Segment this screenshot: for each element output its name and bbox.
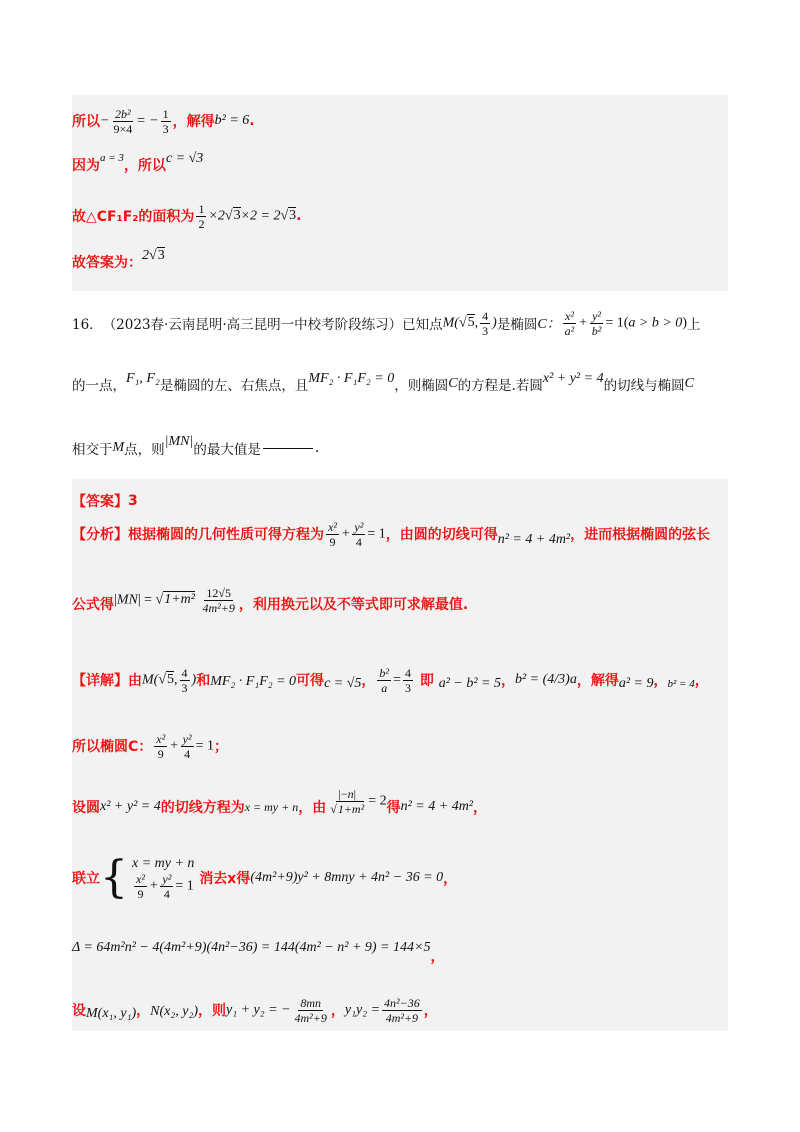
top-line-3: 故△CF₁F₂的面积为 $\frac{1}{2}$ ×2√3×2 = 2√3 . bbox=[72, 201, 302, 231]
answer-blank bbox=[263, 448, 313, 449]
question-line-2: 的一点， F₁, F₂ 是椭圆的左、右焦点，且 MF₂ · F₁F₂ = 0 ，则椭圆 C 的方程是.若圆 x² + y² = 4 的切线与椭圆 C bbox=[72, 371, 694, 394]
detail-line-4: 联立 { x = my + n $\frac{\text{x²}}{9}$ + $\frac{\text{y²}}{4}$ = 1 消去x得 (4m²+9)y² + 8mny + 4n² − 36 = 0 ， bbox=[72, 852, 458, 903]
math-chord-length: |MN| = √1+m² $\frac{12√5}{\text{4m²+9}}$ bbox=[114, 585, 235, 615]
math-result: b² = 6 bbox=[214, 113, 250, 128]
math-point-m: M(√5, $\frac{4}{3}$ ) bbox=[442, 308, 497, 338]
top-line-1: 所以 − $\frac{\text{2b²}}{9\times 4}$ = − $\frac{1}{3}$ ，解得 b² = 6 . bbox=[72, 106, 255, 136]
system-brace: { bbox=[100, 852, 128, 903]
math-discriminant: Δ = 64m²n² − 4(4m²+9)(4n²−36) = 144(4m² − n² + 9) = 144×5 bbox=[72, 940, 431, 955]
detail-line-2: 所以椭圆C： $\frac{\text{x²}}{9}$ + $\frac{\text{y²}}{4}$ = 1 ； bbox=[72, 731, 229, 761]
math-answer: 2√3 bbox=[142, 248, 165, 263]
analysis-line-2: 公式得 |MN| = √1+m² $\frac{12√5}{\text{4m²+9}}$ ，利用换元以及不等式即可求解最值. bbox=[72, 585, 469, 615]
answer-value: 3 bbox=[128, 493, 138, 509]
math-ellipse-c: $\frac{\text{x²}}{9}$ + $\frac{\text{y²}}{4}$ = 1 bbox=[156, 731, 215, 761]
math-a: a = 3 bbox=[100, 152, 124, 164]
detail-line-5: Δ = 64m²n² − 4(4m²+9)(4n²−36) = 144(4m² − n² + 9) = 144×5 ， bbox=[72, 940, 445, 965]
math-product: y₁y₂ = $\frac{\text{4n²−36}}{\text{4m²+9}}$ bbox=[344, 995, 420, 1025]
math-foci: F₁, F₂ bbox=[126, 371, 160, 386]
math-n2: n² = 4 + 4m² bbox=[497, 532, 571, 547]
math-quadratic: (4m²+9)y² + 8mny + 4n² − 36 = 0 bbox=[250, 870, 444, 885]
math-c: c = √3 bbox=[165, 151, 204, 166]
math-sum: y₁ + y₂ = − $\frac{8mn}{\text{4m²+9}}$ bbox=[225, 995, 327, 1025]
math-circle: x² + y² = 4 bbox=[542, 371, 604, 386]
math-distance: $\frac{|-n|}{\text{√1+m²}}$ = 2 bbox=[330, 786, 387, 816]
analysis-line-1: 【分析】 根据椭圆的几何性质可得方程为 $\frac{\text{x²}}{9}$ + $\frac{\text{y²}}{4}$ = 1 ，由圆的切线可得 n² = 4 + 4m² ，进而根据椭圆的弦长 bbox=[72, 519, 711, 549]
math-area: $\frac{1}{2}$ ×2√3×2 = 2√3 bbox=[198, 201, 297, 231]
equation-system: x = my + n $\frac{\text{x²}}{9}$ + $\frac{\text{y²}}{4}$ = 1 bbox=[132, 855, 195, 901]
top-line-4: 故答案为： 2√3 bbox=[72, 248, 165, 271]
math-dot-product: MF₂ · F₁F₂ = 0 bbox=[308, 371, 395, 386]
answer-line: 【答案】 3 bbox=[72, 493, 138, 510]
top-line-2: 因为 a = 3 ，所以 c = √3 bbox=[72, 151, 204, 174]
math-point-m-detail: M(√5, $\frac{4}{3}$ ) bbox=[142, 665, 197, 695]
detail-line-3: 设圆 x² + y² = 4 的切线方程为 x = my + n ，由 $\frac{|-n|}{\text{√1+m²}}$ = 2 得 n² = 4 + 4m² ， bbox=[72, 786, 488, 816]
detail-line-1: 【详解】 由 M(√5, $\frac{4}{3}$ ) 和 MF₂ · F₁F₂ = 0 可得 c = √5 ， $\frac{\text{b²}}{a}$ = $\frac{4}{3}$ 即 a² − b² = 5 ， b² = (4/3)a ，解得 a² = 9 ， b² = 4 ， bbox=[72, 665, 709, 695]
math-ellipse-result: $\frac{\text{x²}}{9}$ + $\frac{\text{y²}}{4}$ = 1 bbox=[328, 519, 386, 549]
question-line-3: 相交于 M 点，则 |MN| 的最大值是 . bbox=[72, 434, 320, 458]
question-line-1: 16． （2023春·云南昆明·高三昆明一中校考阶段练习） 已知点 M(√5, $\frac{4}{3}$ ) 是椭圆 C： $\frac{\text{x²}}{\text{a²}}$ + $\frac{\text{y²}}{\text{b²}}$ = 1(a > b > 0) 上 bbox=[72, 308, 701, 338]
math-ellipse-equation: $\frac{\text{x²}}{\text{a²}}$ + $\frac{\text{y²}}{\text{b²}}$ = 1(a > b > 0) bbox=[564, 308, 687, 338]
math-mn: |MN| bbox=[164, 434, 194, 449]
math-b2-over-a: $\frac{\text{b²}}{a}$ = $\frac{4}{3}$ bbox=[379, 665, 411, 695]
math-fraction: − $\frac{\text{2b²}}{9\times 4}$ = − $\frac{1}{3}$ bbox=[100, 106, 169, 136]
detail-line-6: 设 M(x₁, y₁) ， N(x₂, y₂) ，则 y₁ + y₂ = − $\frac{8mn}{\text{4m²+9}}$ ， y₁y₂ = $\frac{\text{4n²−36}}{\text{4m²+9}}$ ， bbox=[72, 995, 438, 1025]
